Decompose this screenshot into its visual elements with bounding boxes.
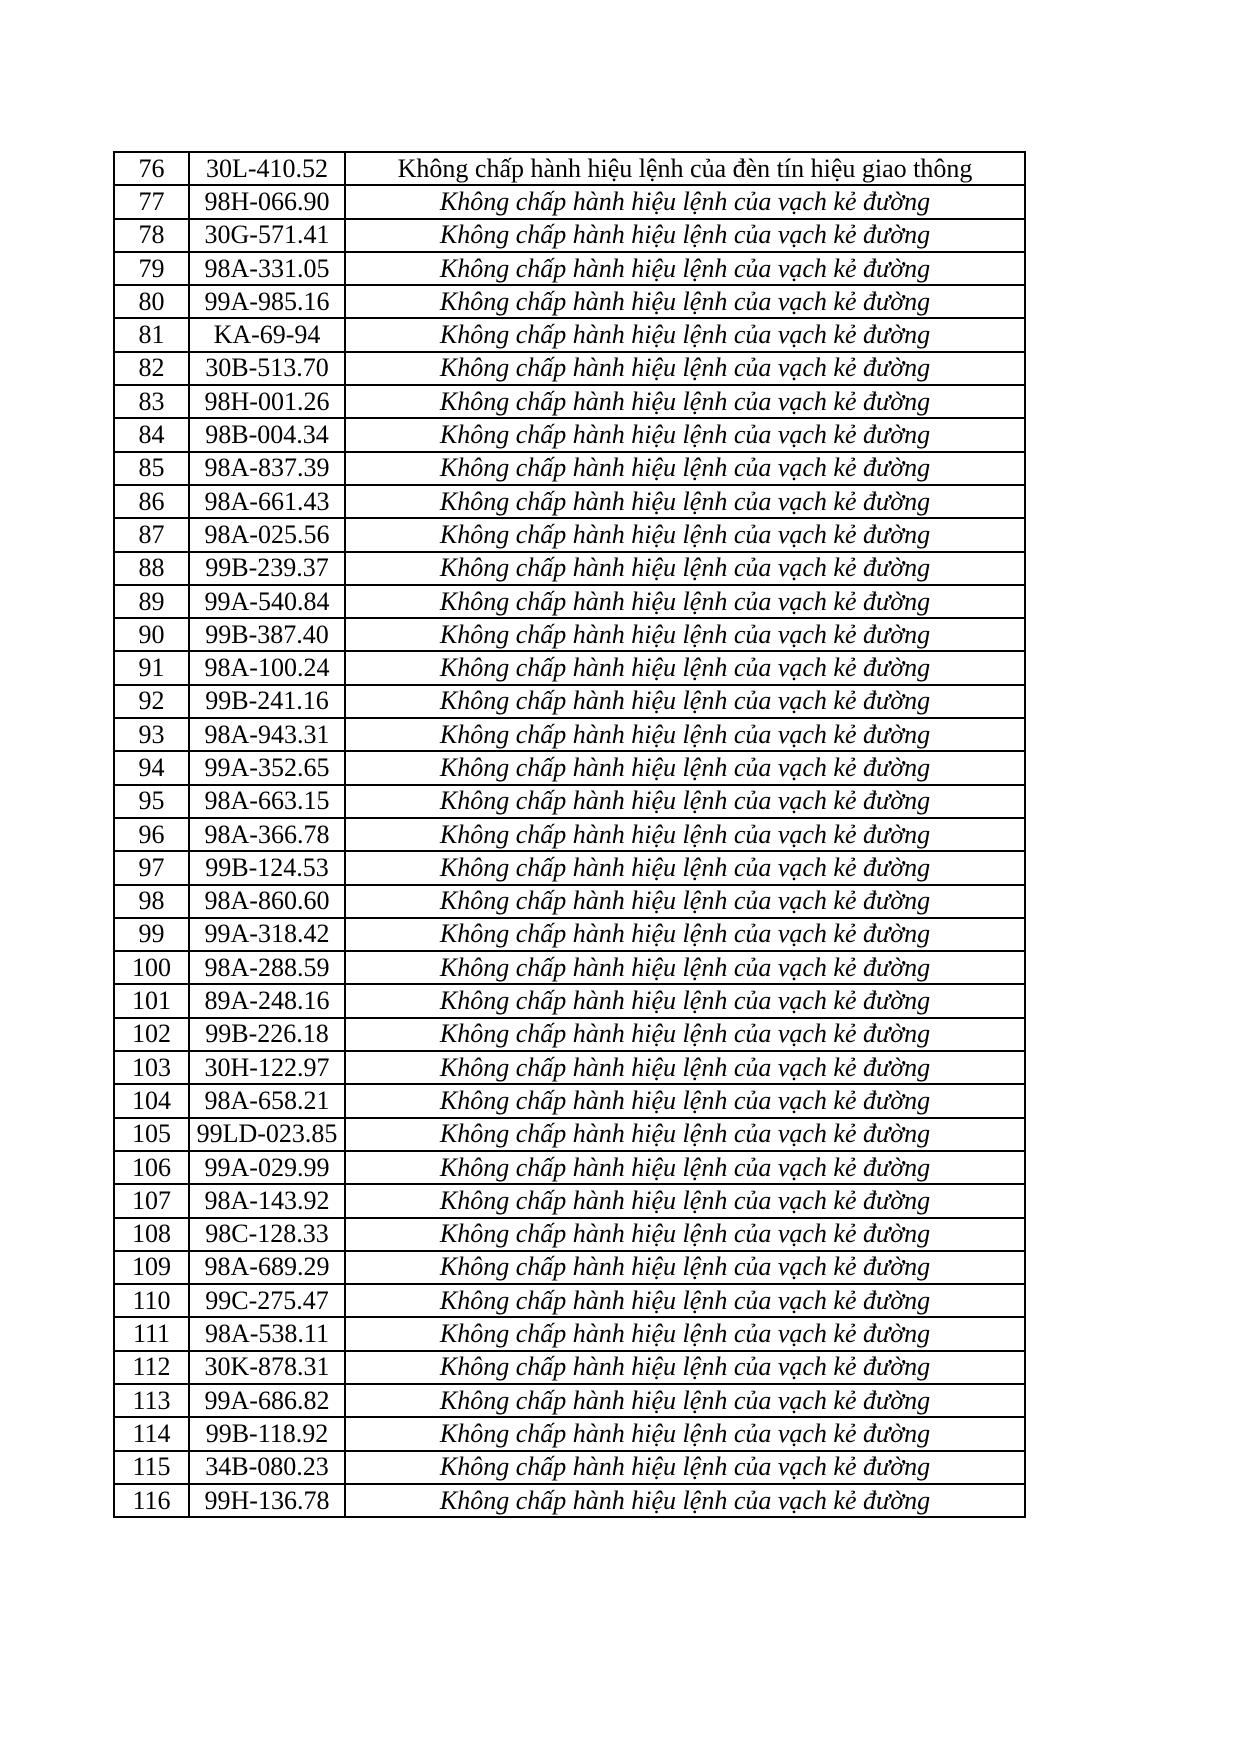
row-number-cell: 87 [114,518,189,551]
row-number-cell: 107 [114,1184,189,1217]
table-row [114,651,1025,684]
table-row [114,1284,1025,1317]
license-plate-cell: 98A-366.78 [189,818,345,851]
table-row [114,1451,1025,1484]
violation-description-cell: Không chấp hành hiệu lệnh của vạch kẻ đường [345,285,1025,318]
table-row [114,1484,1025,1517]
table-row [114,984,1025,1017]
table-row [114,285,1025,318]
violations-table [113,151,1026,1518]
row-number-cell: 106 [114,1151,189,1184]
table-row [114,1384,1025,1417]
license-plate-cell: 98A-100.24 [189,651,345,684]
row-number-cell: 115 [114,1451,189,1484]
license-plate-cell: 98A-661.43 [189,485,345,518]
table-row [114,418,1025,451]
license-plate-cell: 98A-538.11 [189,1317,345,1350]
license-plate-cell: 30L-410.52 [189,152,345,185]
table-row [114,1351,1025,1384]
license-plate-cell: KA-69-94 [189,318,345,351]
row-number-cell: 112 [114,1351,189,1384]
row-number-cell: 80 [114,285,189,318]
violation-description-cell: Không chấp hành hiệu lệnh của vạch kẻ đường [345,1184,1025,1217]
violation-description-cell: Không chấp hành hiệu lệnh của vạch kẻ đường [345,1018,1025,1051]
row-number-cell: 116 [114,1484,189,1517]
license-plate-cell: 99A-029.99 [189,1151,345,1184]
license-plate-cell: 30B-513.70 [189,352,345,385]
table-row [114,785,1025,818]
table-row [114,1018,1025,1051]
row-number-cell: 82 [114,352,189,385]
violation-description-cell: Không chấp hành hiệu lệnh của vạch kẻ đường [345,751,1025,784]
license-plate-cell: 98A-663.15 [189,785,345,818]
table-row [114,1151,1025,1184]
violation-description-cell: Không chấp hành hiệu lệnh của vạch kẻ đường [345,452,1025,485]
license-plate-cell: 98H-066.90 [189,185,345,218]
license-plate-cell: 99A-985.16 [189,285,345,318]
license-plate-cell: 99B-239.37 [189,552,345,585]
table-row [114,751,1025,784]
row-number-cell: 109 [114,1251,189,1284]
table-row [114,485,1025,518]
row-number-cell: 97 [114,851,189,884]
license-plate-cell: 99B-241.16 [189,685,345,718]
row-number-cell: 85 [114,452,189,485]
row-number-cell: 93 [114,718,189,751]
violation-description-cell: Không chấp hành hiệu lệnh của vạch kẻ đường [345,851,1025,884]
row-number-cell: 95 [114,785,189,818]
violation-description-cell: Không chấp hành hiệu lệnh của vạch kẻ đường [345,785,1025,818]
violation-description-cell: Không chấp hành hiệu lệnh của vạch kẻ đường [345,185,1025,218]
license-plate-cell: 98H-001.26 [189,385,345,418]
license-plate-cell: 98C-128.33 [189,1218,345,1251]
license-plate-cell: 30K-878.31 [189,1351,345,1384]
row-number-cell: 89 [114,585,189,618]
violation-description-cell: Không chấp hành hiệu lệnh của vạch kẻ đường [345,219,1025,252]
license-plate-cell: 99H-136.78 [189,1484,345,1517]
violation-description-cell: Không chấp hành hiệu lệnh của vạch kẻ đường [345,651,1025,684]
table-row [114,552,1025,585]
violation-description-cell: Không chấp hành hiệu lệnh của vạch kẻ đường [345,885,1025,918]
violation-description-cell: Không chấp hành hiệu lệnh của vạch kẻ đường [345,252,1025,285]
violation-description-cell: Không chấp hành hiệu lệnh của vạch kẻ đường [345,718,1025,751]
table-row [114,1417,1025,1450]
table-row [114,851,1025,884]
table-row [114,185,1025,218]
license-plate-cell: 98A-288.59 [189,951,345,984]
row-number-cell: 76 [114,152,189,185]
violation-description-cell: Không chấp hành hiệu lệnh của vạch kẻ đường [345,1351,1025,1384]
table-row [114,452,1025,485]
table-row [114,818,1025,851]
license-plate-cell: 99A-318.42 [189,918,345,951]
row-number-cell: 77 [114,185,189,218]
license-plate-cell: 99LD-023.85 [189,1118,345,1151]
row-number-cell: 105 [114,1118,189,1151]
row-number-cell: 114 [114,1417,189,1450]
violation-description-cell: Không chấp hành hiệu lệnh của vạch kẻ đường [345,1084,1025,1117]
table-row [114,1218,1025,1251]
license-plate-cell: 99A-540.84 [189,585,345,618]
table-row [114,1084,1025,1117]
table-row [114,718,1025,751]
row-number-cell: 78 [114,219,189,252]
table-row [114,1184,1025,1217]
row-number-cell: 101 [114,984,189,1017]
violation-description-cell: Không chấp hành hiệu lệnh của vạch kẻ đường [345,1218,1025,1251]
license-plate-cell: 98A-689.29 [189,1251,345,1284]
table-row [114,352,1025,385]
table-row [114,1317,1025,1350]
row-number-cell: 90 [114,618,189,651]
license-plate-cell: 34B-080.23 [189,1451,345,1484]
violation-description-cell: Không chấp hành hiệu lệnh của vạch kẻ đường [345,552,1025,585]
license-plate-cell: 99B-124.53 [189,851,345,884]
table-row [114,685,1025,718]
table-body [114,152,1025,1517]
row-number-cell: 84 [114,418,189,451]
license-plate-cell: 30G-571.41 [189,219,345,252]
license-plate-cell: 30H-122.97 [189,1051,345,1084]
row-number-cell: 94 [114,751,189,784]
violation-description-cell: Không chấp hành hiệu lệnh của vạch kẻ đường [345,1251,1025,1284]
violation-description-cell: Không chấp hành hiệu lệnh của vạch kẻ đường [345,318,1025,351]
license-plate-cell: 99B-118.92 [189,1417,345,1450]
row-number-cell: 110 [114,1284,189,1317]
license-plate-cell: 98A-143.92 [189,1184,345,1217]
table-row [114,885,1025,918]
table-row [114,1251,1025,1284]
violation-description-cell: Không chấp hành hiệu lệnh của vạch kẻ đường [345,951,1025,984]
license-plate-cell: 99A-352.65 [189,751,345,784]
row-number-cell: 103 [114,1051,189,1084]
row-number-cell: 96 [114,818,189,851]
table-row [114,618,1025,651]
violation-description-cell: Không chấp hành hiệu lệnh của vạch kẻ đường [345,1317,1025,1350]
row-number-cell: 92 [114,685,189,718]
table-row [114,1051,1025,1084]
violation-description-cell: Không chấp hành hiệu lệnh của vạch kẻ đường [345,1484,1025,1517]
violation-description-cell: Không chấp hành hiệu lệnh của vạch kẻ đường [345,1051,1025,1084]
violation-description-cell: Không chấp hành hiệu lệnh của vạch kẻ đường [345,1384,1025,1417]
license-plate-cell: 98A-658.21 [189,1084,345,1117]
violation-description-cell: Không chấp hành hiệu lệnh của vạch kẻ đường [345,1417,1025,1450]
row-number-cell: 104 [114,1084,189,1117]
table-row [114,385,1025,418]
violation-description-cell: Không chấp hành hiệu lệnh của vạch kẻ đường [345,918,1025,951]
row-number-cell: 91 [114,651,189,684]
table-row [114,152,1025,185]
license-plate-cell: 89A-248.16 [189,984,345,1017]
license-plate-cell: 98A-331.05 [189,252,345,285]
license-plate-cell: 98A-943.31 [189,718,345,751]
violation-description-cell: Không chấp hành hiệu lệnh của vạch kẻ đường [345,1451,1025,1484]
violation-description-cell: Không chấp hành hiệu lệnh của vạch kẻ đường [345,418,1025,451]
violation-description-cell: Không chấp hành hiệu lệnh của vạch kẻ đường [345,618,1025,651]
license-plate-cell: 98B-004.34 [189,418,345,451]
row-number-cell: 113 [114,1384,189,1417]
violation-description-cell: Không chấp hành hiệu lệnh của vạch kẻ đường [345,385,1025,418]
violation-description-cell: Không chấp hành hiệu lệnh của vạch kẻ đường [345,1151,1025,1184]
row-number-cell: 83 [114,385,189,418]
table-row [114,518,1025,551]
row-number-cell: 81 [114,318,189,351]
row-number-cell: 100 [114,951,189,984]
license-plate-cell: 98A-025.56 [189,518,345,551]
table-row [114,219,1025,252]
license-plate-cell: 99C-275.47 [189,1284,345,1317]
license-plate-cell: 98A-837.39 [189,452,345,485]
violation-description-cell: Không chấp hành hiệu lệnh của vạch kẻ đường [345,818,1025,851]
row-number-cell: 86 [114,485,189,518]
table-row [114,918,1025,951]
table-row [114,252,1025,285]
violation-description-cell: Không chấp hành hiệu lệnh của vạch kẻ đường [345,518,1025,551]
table-row [114,1118,1025,1151]
row-number-cell: 108 [114,1218,189,1251]
violation-description-cell: Không chấp hành hiệu lệnh của vạch kẻ đường [345,1118,1025,1151]
license-plate-cell: 98A-860.60 [189,885,345,918]
table-row [114,585,1025,618]
license-plate-cell: 99B-387.40 [189,618,345,651]
license-plate-cell: 99B-226.18 [189,1018,345,1051]
license-plate-cell: 99A-686.82 [189,1384,345,1417]
table-row [114,951,1025,984]
violation-description-cell: Không chấp hành hiệu lệnh của vạch kẻ đường [345,352,1025,385]
violation-description-cell: Không chấp hành hiệu lệnh của vạch kẻ đường [345,984,1025,1017]
row-number-cell: 99 [114,918,189,951]
violation-description-cell: Không chấp hành hiệu lệnh của vạch kẻ đường [345,685,1025,718]
row-number-cell: 98 [114,885,189,918]
row-number-cell: 88 [114,552,189,585]
table-row [114,318,1025,351]
violation-description-cell: Không chấp hành hiệu lệnh của vạch kẻ đường [345,585,1025,618]
row-number-cell: 111 [114,1317,189,1350]
violation-description-cell: Không chấp hành hiệu lệnh của vạch kẻ đường [345,485,1025,518]
row-number-cell: 102 [114,1018,189,1051]
violation-description-cell: Không chấp hành hiệu lệnh của vạch kẻ đường [345,1284,1025,1317]
row-number-cell: 79 [114,252,189,285]
violation-description-cell: Không chấp hành hiệu lệnh của đèn tín hiệu giao thông [345,152,1025,185]
